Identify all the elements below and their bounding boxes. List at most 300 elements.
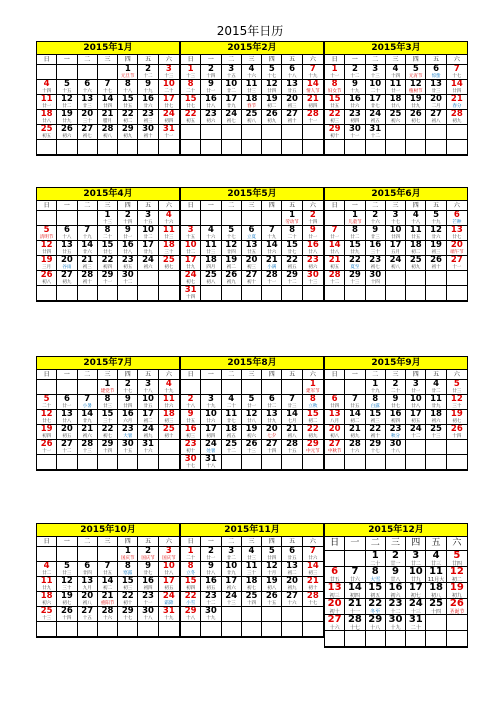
day-number: 10 [142,395,154,404]
weekday-label: 日 [181,201,201,210]
day-number: 14 [349,410,361,419]
lunar-date: 三十 [246,571,256,576]
day-cell [98,125,118,140]
day-number: 9 [392,395,399,404]
day-cell [447,65,467,80]
lunar-date: 廿七 [452,235,462,240]
day-number: 3 [207,395,214,404]
month-calendar [36,41,180,156]
day-number: 14 [328,241,341,250]
day-cell [366,567,386,583]
lunar-date: 廿九 [431,404,441,409]
lunar-date: 十四 [431,609,442,615]
day-cell [345,410,365,425]
lunar-date: 七夕 [267,434,277,439]
weekday-label: 四 [262,370,282,379]
lunar-date: 十四 [390,74,400,79]
day-cell [282,562,302,577]
day-cell [37,592,57,607]
day-cell [242,241,262,256]
weekday-label: 四 [118,537,138,546]
day-cell [242,65,262,80]
empty-cell [201,140,221,155]
day-cell [222,271,242,286]
day-number: 22 [184,592,197,601]
day-cell [366,80,386,95]
lunar-date: 十八 [390,449,400,454]
day-cell [426,95,446,110]
empty-cell [345,631,365,647]
day-number: 26 [61,125,73,134]
lunar-date: 初五 [42,134,52,139]
empty-cell [37,622,57,637]
lunar-date: 廿五 [330,104,340,109]
weekday-header [181,370,323,380]
day-cell [325,599,345,615]
weekday-label: 一 [57,537,77,546]
empty-cell [57,380,77,395]
lunar-date: 廿二 [410,561,421,567]
day-cell [138,110,158,125]
day-number: 10 [205,410,217,419]
day-number: 9 [187,410,194,419]
day-number: 26 [409,110,422,119]
lunar-date: 二十 [226,404,236,409]
days-grid [37,211,179,301]
day-number: 3 [372,65,379,74]
empty-cell [447,631,467,647]
day-cell [138,547,158,562]
day-number: 31 [184,286,197,295]
day-number: 30 [205,607,217,616]
day-number: 15 [369,410,382,419]
month-calendar [36,356,180,471]
day-cell [57,425,77,440]
lunar-date: 初八 [206,280,216,285]
lunar-date: 初五 [370,119,380,124]
month-calendar [324,187,468,302]
lunar-date: 十三 [226,601,236,606]
lunar-date: 廿五 [329,577,340,583]
lunar-date: 六月 [123,419,133,424]
empty-cell [98,286,118,301]
day-number: 26 [449,599,464,609]
lunar-date: 廿八 [390,577,401,583]
day-number: 7 [331,226,338,235]
weekday-label: 三 [386,201,406,210]
day-cell [37,241,57,256]
empty-cell [366,140,386,155]
day-number: 10 [162,562,175,571]
weekday-label: 五 [138,370,158,379]
day-cell [181,286,201,301]
empty-cell [426,286,446,301]
weekday-label: 一 [345,537,365,550]
empty-cell [138,286,158,301]
day-cell [57,395,77,410]
day-cell [159,562,179,577]
lunar-date: 廿五 [350,404,360,409]
lunar-date: 立夏 [246,235,256,240]
day-number: 29 [369,440,382,449]
lunar-date: 中秋节 [327,449,342,454]
lunar-date: 廿六 [431,235,441,240]
lunar-date: 廿八 [62,419,72,424]
day-cell [366,241,386,256]
day-cell [57,125,77,140]
weekday-label: 二 [222,537,242,546]
day-cell [303,256,323,271]
days-grid [181,547,323,637]
day-number: 28 [347,615,362,625]
weekday-label: 六 [165,538,172,545]
weekday-label: 一 [201,537,221,546]
lunar-date: 廿七 [42,419,52,424]
day-cell [345,615,365,631]
day-number: 17 [225,577,238,586]
day-number: 13 [81,95,94,104]
day-number: 6 [63,226,70,235]
day-cell [118,395,138,410]
lunar-date: 十七 [267,74,277,79]
day-number: 4 [248,547,255,556]
lunar-date: 廿三 [164,235,174,240]
day-cell [159,125,179,140]
day-number: 26 [265,110,278,119]
day-number: 5 [268,65,275,74]
day-number: 26 [430,256,442,265]
day-cell [159,211,179,226]
weekday-label: 五 [426,370,446,379]
empty-cell [118,622,138,637]
day-number: 29 [184,607,197,616]
month-calendar [36,523,180,638]
empty-cell [345,286,365,301]
empty-cell [37,286,57,301]
day-cell [118,211,138,226]
day-cell [98,562,118,577]
day-number: 15 [184,95,197,104]
day-cell [282,410,302,425]
empty-cell [57,140,77,155]
weekday-label: 一 [201,201,221,210]
day-cell [345,65,365,80]
day-number: 21 [81,425,94,434]
lunar-date: 廿四 [267,89,277,94]
empty-cell [159,622,179,637]
day-number: 26 [225,271,238,280]
day-number: 25 [205,271,217,280]
day-number: 17 [142,410,154,419]
lunar-date: 廿二 [62,104,72,109]
empty-cell [181,140,201,155]
day-number: 28 [306,110,319,119]
day-number: 6 [248,226,255,235]
day-cell [406,380,426,395]
lunar-date: 初十 [82,280,92,285]
lunar-date: 廿七 [226,419,236,424]
empty-cell [262,140,282,155]
day-cell [447,211,467,226]
empty-cell [159,455,179,470]
lunar-date: 小满 [267,265,277,270]
day-number: 11 [225,410,238,419]
weekday-label: 六 [309,538,316,545]
day-cell [366,256,386,271]
weekday-label: 三 [242,55,262,64]
day-cell [181,607,201,622]
day-cell [303,380,323,395]
day-cell [447,226,467,241]
days-grid [325,380,467,470]
day-number: 25 [162,425,175,434]
day-cell [303,80,323,95]
lunar-date: 廿九 [411,104,421,109]
lunar-date: 廿六 [143,104,153,109]
day-number: 22 [368,599,383,609]
lunar-date: 初三 [143,119,153,124]
day-cell [138,410,158,425]
lunar-date: 十六 [246,74,256,79]
day-cell [181,547,201,562]
empty-cell [242,125,262,140]
empty-cell [201,380,221,395]
day-cell [366,425,386,440]
day-number: 17 [369,95,382,104]
lunar-date: 廿五 [62,250,72,255]
lunar-date: 十二 [411,434,421,439]
day-number: 23 [142,592,154,601]
weekday-label: 三 [98,370,118,379]
day-cell [118,607,138,622]
weekday-header [181,537,323,547]
lunar-date: 十七 [308,601,318,606]
day-cell [201,395,221,410]
lunar-date: 初三 [246,265,256,270]
empty-cell [303,607,323,622]
day-number: 6 [63,395,70,404]
day-number: 3 [412,380,419,389]
empty-cell [242,455,262,470]
day-cell [366,271,386,286]
lunar-date: 初七 [62,601,72,606]
lunar-date: 九月 [82,586,92,591]
lunar-date: 十三 [246,449,256,454]
day-number: 30 [389,440,402,449]
day-number: 13 [450,226,463,235]
empty-cell [386,455,406,470]
lunar-date: 霜降 [164,601,174,606]
day-cell [406,551,426,567]
weekday-label: 四 [118,370,138,379]
lunar-date: 大雪 [370,577,381,583]
day-number: 6 [289,547,296,556]
day-cell [303,577,323,592]
lunar-date: 十八 [287,74,297,79]
lunar-date: 十九 [390,625,401,631]
lunar-date: 十三 [308,280,318,285]
day-number: 21 [286,425,298,434]
day-number: 10 [142,226,154,235]
day-number: 4 [248,65,255,74]
lunar-date: 廿九 [62,119,72,124]
lunar-date: 廿四 [42,250,52,255]
day-cell [78,562,98,577]
days-grid [325,551,467,647]
day-cell [118,95,138,110]
day-cell [138,80,158,95]
empty-cell [262,622,282,637]
day-cell [181,577,201,592]
day-cell [447,95,467,110]
day-number: 25 [409,256,422,265]
day-number: 2 [207,547,214,556]
empty-cell [366,455,386,470]
day-number: 3 [145,211,152,220]
empty-cell [37,211,57,226]
weekday-label: 四 [118,55,138,64]
day-number: 28 [450,110,463,119]
weekday-label: 三 [98,55,118,64]
day-cell [325,110,345,125]
weekday-label: 二 [78,55,98,64]
day-cell [366,599,386,615]
weekday-label: 六 [309,202,316,209]
day-number: 18 [162,241,175,250]
day-cell [57,110,77,125]
day-cell [138,65,158,80]
day-cell [78,256,98,271]
lunar-date: 廿一 [390,89,400,94]
day-number: 20 [61,256,73,265]
day-number: 3 [145,380,152,389]
day-number: 30 [184,455,197,464]
day-number: 23 [389,425,402,434]
day-number: 16 [389,410,402,419]
day-number: 14 [101,577,114,586]
lunar-date: 三十 [452,404,462,409]
lunar-date: 十七 [123,389,133,394]
lunar-date: 十八 [206,464,216,469]
day-number: 9 [207,80,214,89]
lunar-date: 十二 [62,449,72,454]
weekday-header [37,537,179,547]
empty-cell [37,547,57,562]
empty-cell [262,455,282,470]
lunar-date: 十六 [102,616,112,621]
lunar-date: 妇女节 [327,89,342,94]
lunar-date: 初三 [370,419,380,424]
empty-cell [181,622,201,637]
days-grid [325,65,467,155]
day-cell [303,440,323,455]
lunar-date: 初八 [246,119,256,124]
empty-cell [242,380,262,395]
weekday-label: 六 [165,202,172,209]
day-cell [406,599,426,615]
empty-cell [222,607,242,622]
day-number: 28 [328,271,341,280]
lunar-date: 初六 [390,593,401,599]
day-cell [57,226,77,241]
lunar-date: 十一 [267,280,277,285]
day-number: 27 [328,440,341,449]
lunar-date: 廿五 [102,571,112,576]
empty-cell [366,631,386,647]
weekday-label: 二 [222,370,242,379]
lunar-date: 初五 [164,586,174,591]
lunar-date: 十七 [186,464,196,469]
day-number: 4 [165,211,172,220]
day-number: 15 [328,95,341,104]
day-number: 21 [328,256,341,265]
day-cell [325,125,345,140]
day-number: 22 [121,110,134,119]
lunar-date: 廿八 [246,419,256,424]
day-cell [118,125,138,140]
day-number: 2 [187,395,194,404]
lunar-date: 初十 [308,586,318,591]
day-number: 24 [389,256,402,265]
lunar-date: 夏至 [350,265,360,270]
day-cell [201,65,221,80]
day-cell [406,95,426,110]
lunar-date: 廿四 [451,561,462,567]
day-number: 17 [225,95,238,104]
lunar-date: 廿八 [308,250,318,255]
day-number: 22 [306,425,319,434]
day-number: 27 [450,256,463,265]
day-cell [159,607,179,622]
day-number: 20 [245,256,258,265]
day-cell [201,440,221,455]
day-number: 21 [101,110,114,119]
day-cell [159,241,179,256]
lunar-date: 初三 [308,571,318,576]
day-cell [98,395,118,410]
day-cell [138,577,158,592]
day-cell [386,256,406,271]
day-cell [325,80,345,95]
day-number: 13 [286,562,298,571]
lunar-date: 廿四 [267,556,277,561]
day-cell [181,65,201,80]
lunar-date: 初二 [226,265,236,270]
weekday-label: 三 [386,55,406,64]
empty-cell [118,455,138,470]
day-cell [282,226,302,241]
day-cell [345,125,365,140]
weekday-header [37,201,179,211]
lunar-date: 初六 [42,601,52,606]
empty-cell [447,140,467,155]
weekday-label: 四 [118,201,138,210]
day-cell [345,271,365,286]
day-cell [78,125,98,140]
day-cell [138,226,158,241]
day-cell [325,241,345,256]
day-number: 19 [430,241,442,250]
lunar-date: 初四 [308,104,318,109]
day-cell [303,562,323,577]
lunar-date: 端午节 [450,250,464,255]
day-cell [242,80,262,95]
day-cell [222,110,242,125]
day-cell [222,440,242,455]
day-number: 7 [453,65,460,74]
day-number: 2 [372,211,379,220]
day-number: 20 [430,95,442,104]
